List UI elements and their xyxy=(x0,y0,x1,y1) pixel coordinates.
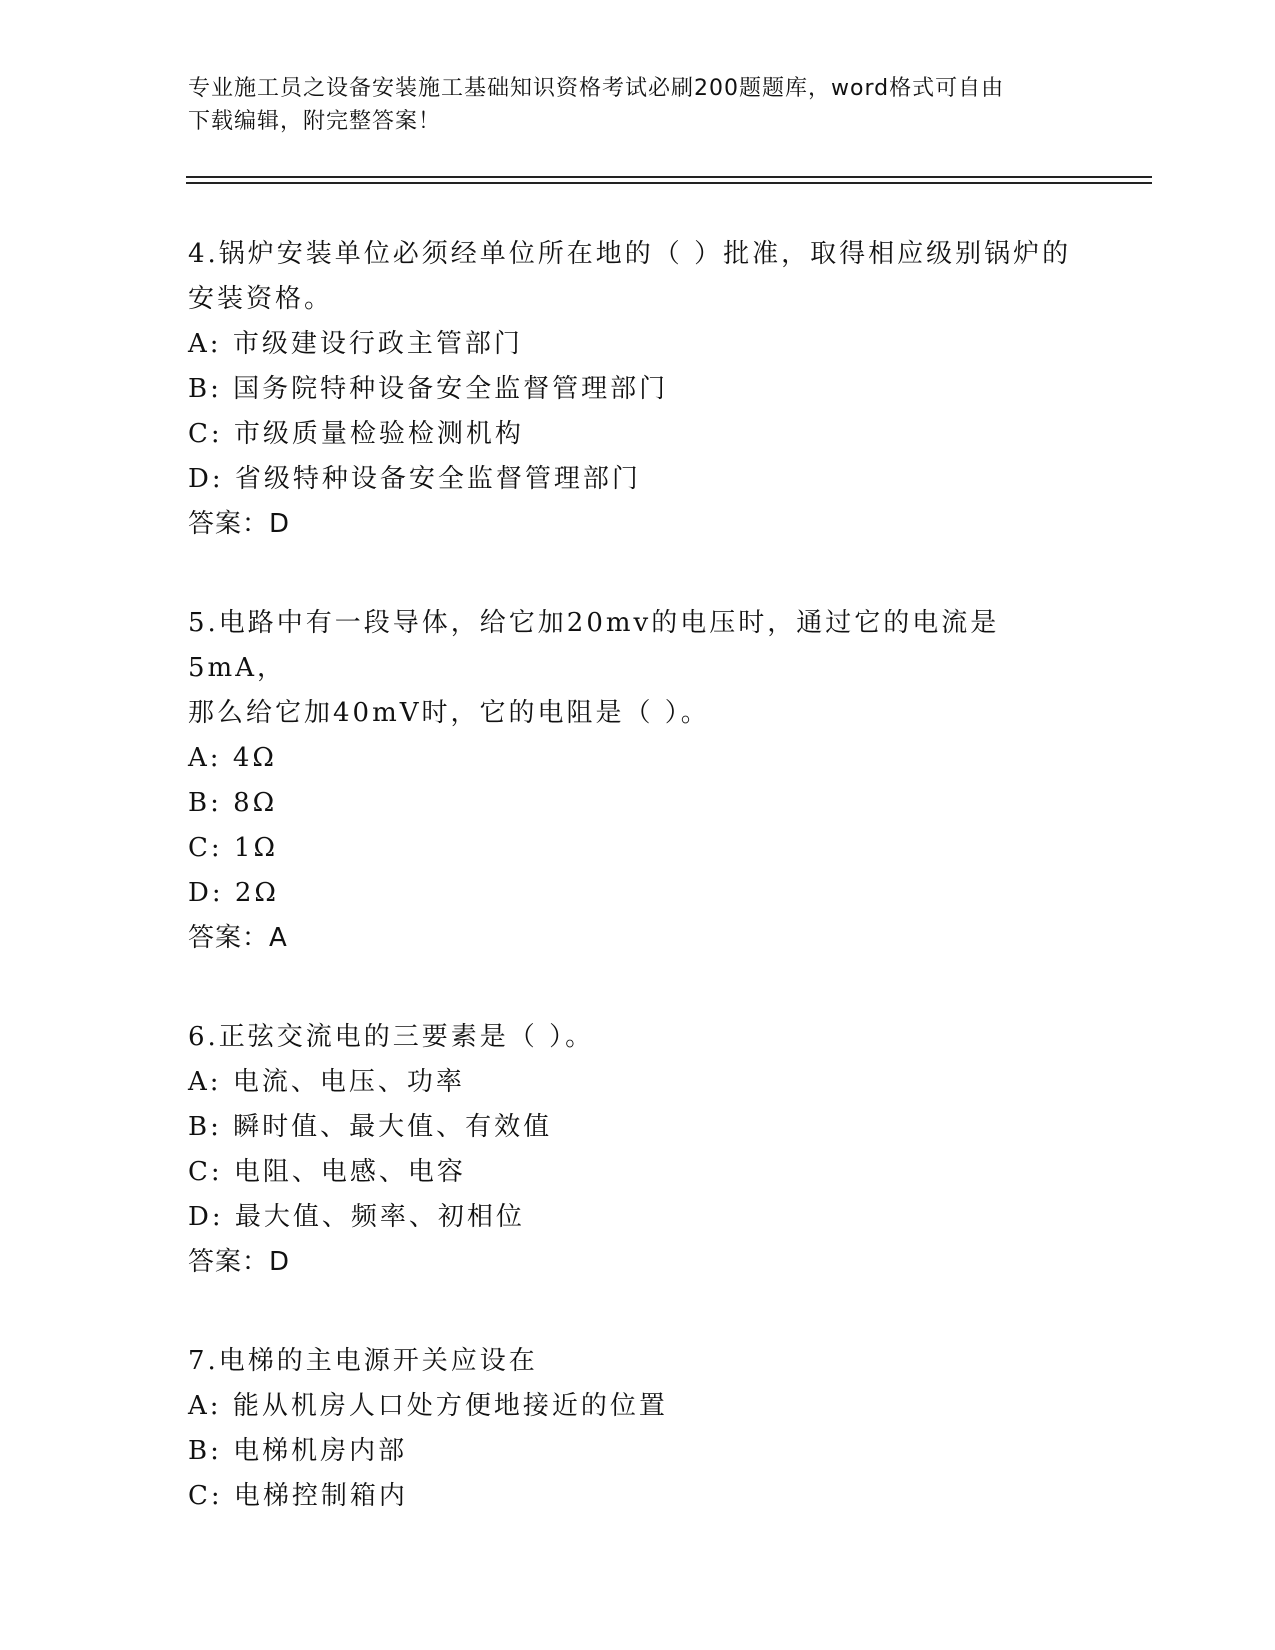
option-b xyxy=(188,781,1088,826)
question-text-line-2: 那么给它加40mV时，它的电阻是（ ）。 xyxy=(188,698,710,728)
answer-line xyxy=(188,1240,1088,1285)
option-label: C: xyxy=(188,419,234,449)
option-text: 最大值、频率、初相位 xyxy=(234,1202,525,1232)
option-text: 1Ω xyxy=(233,833,279,863)
option-text: 省级特种设备安全监督管理部门 xyxy=(234,464,641,494)
document-header xyxy=(188,72,1068,138)
answer-value: A xyxy=(269,923,288,953)
option-d xyxy=(188,871,1088,916)
header-title-line-1: 专业施工员之设备安装施工基础知识资格考试必刷200题题库，word格式可自由 xyxy=(188,76,1005,101)
option-text: 电流、电压、功率 xyxy=(232,1067,465,1097)
option-c xyxy=(188,826,1088,871)
header-divider-top xyxy=(186,176,1152,178)
option-c xyxy=(188,412,1088,457)
option-label: B: xyxy=(188,1436,234,1466)
option-d xyxy=(188,457,1088,502)
option-a xyxy=(188,736,1088,781)
option-a xyxy=(188,1060,1088,1105)
question-5 xyxy=(188,601,1088,961)
option-label: D: xyxy=(188,464,235,494)
option-label: B: xyxy=(188,788,234,818)
option-text: 瞬时值、最大值、有效值 xyxy=(233,1112,553,1142)
option-label: B: xyxy=(188,374,234,404)
header-divider-bottom xyxy=(186,182,1152,184)
option-text: 国务院特种设备安全监督管理部门 xyxy=(233,374,669,404)
answer-label: 答案： xyxy=(188,1247,270,1277)
option-text: 市级质量检验检测机构 xyxy=(233,419,524,449)
option-d xyxy=(188,1195,1088,1240)
question-text-line-1: 7.电梯的主电源开关应设在 xyxy=(188,1346,538,1376)
option-b xyxy=(188,1429,1088,1474)
option-a xyxy=(188,1384,1088,1429)
answer-label: 答案： xyxy=(188,509,270,539)
option-text: 电阻、电感、电容 xyxy=(233,1157,466,1187)
question-6 xyxy=(188,1015,1088,1285)
option-text: 市级建设行政主管部门 xyxy=(232,329,523,359)
option-label: D: xyxy=(188,878,235,908)
header-title-line-2: 下载编辑，附完整答案！ xyxy=(188,109,442,134)
option-label: D: xyxy=(188,1202,235,1232)
question-text-line-1: 6.正弦交流电的三要素是（ ）。 xyxy=(188,1022,595,1052)
option-label: A: xyxy=(188,743,233,773)
answer-value: D xyxy=(269,509,291,539)
option-a xyxy=(188,322,1088,367)
option-label: B: xyxy=(188,1112,234,1142)
option-label: C: xyxy=(188,833,234,863)
option-text: 4Ω xyxy=(232,743,277,773)
question-list xyxy=(188,232,1088,1573)
option-c xyxy=(188,1150,1088,1195)
option-text: 能从机房人口处方便地接近的位置 xyxy=(232,1391,668,1421)
option-label: A: xyxy=(188,1391,233,1421)
option-b xyxy=(188,367,1088,412)
option-c xyxy=(188,1474,1088,1519)
option-text: 8Ω xyxy=(233,788,278,818)
question-text-line-2: 安装资格。 xyxy=(188,284,334,314)
option-label: A: xyxy=(188,1067,233,1097)
answer-line xyxy=(188,502,1088,547)
question-text-line-1: 4.锅炉安装单位必须经单位所在地的（ ）批准，取得相应级别锅炉的 xyxy=(188,239,1072,269)
option-label: C: xyxy=(188,1481,234,1511)
option-b xyxy=(188,1105,1088,1150)
option-text: 2Ω xyxy=(234,878,279,908)
question-7 xyxy=(188,1339,1088,1519)
option-label: A: xyxy=(188,329,233,359)
answer-value: D xyxy=(269,1247,291,1277)
answer-label: 答案： xyxy=(188,923,270,953)
option-text: 电梯控制箱内 xyxy=(233,1481,408,1511)
question-text-line-1: 5.电路中有一段导体，给它加20mv的电压时，通过它的电流是5mA， xyxy=(188,608,1000,683)
option-label: C: xyxy=(188,1157,234,1187)
option-text: 电梯机房内部 xyxy=(233,1436,408,1466)
question-4 xyxy=(188,232,1088,547)
answer-line xyxy=(188,916,1088,961)
